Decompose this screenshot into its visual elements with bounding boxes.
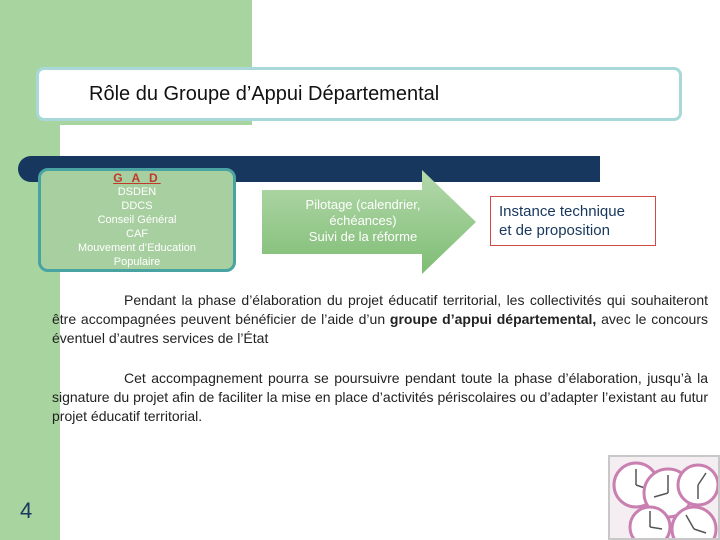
gad-member: Populaire [113, 256, 161, 268]
pilotage-text [278, 197, 448, 245]
instance-line: Instance technique [499, 203, 625, 220]
paragraph-1-text: Pendant la phase d’élaboration du projet éducatif territorial, les collectivités qui souhaiteront être accompagnées peuvent bénéficier de l’aide d’un [52, 292, 708, 327]
paragraph-2 [52, 369, 708, 426]
gad-member: Mouvement d’Education [77, 242, 196, 254]
gad-box [38, 168, 236, 272]
pilotage-line: Pilotage (calendrier, [305, 197, 421, 212]
paragraph-1-bold: groupe d’appui départemental, [389, 311, 597, 327]
pilotage-line: Suivi de la réforme [308, 229, 418, 244]
instance-box [490, 196, 656, 246]
paragraph-1 [52, 291, 708, 348]
instance-text [499, 202, 625, 240]
gad-title: G A D [113, 171, 161, 185]
pilotage-line: échéances) [329, 213, 397, 228]
page-title: Rôle du Groupe d’Appui Départemental [89, 83, 440, 105]
gad-member: Conseil Général [97, 214, 177, 226]
clocks-image-icon [608, 455, 720, 540]
page-number: 4 [20, 498, 33, 523]
gad-member: CAF [126, 228, 148, 240]
title-box [36, 67, 682, 121]
gad-member: DSDEN [117, 186, 157, 198]
paragraph-1-tail: avec le concours éventuel d’autres services de l’État [52, 311, 708, 346]
instance-line: et de proposition [499, 222, 610, 239]
paragraph-2-text: Cet accompagnement pourra se poursuivre pendant toute la phase d’élaboration, jusqu’à la signature du projet afin de faciliter la mise en place d’activités périscolaires ou d’adapter l’existant au futur projet éducatif territorial. [52, 370, 708, 424]
gad-member: DDCS [121, 200, 153, 212]
